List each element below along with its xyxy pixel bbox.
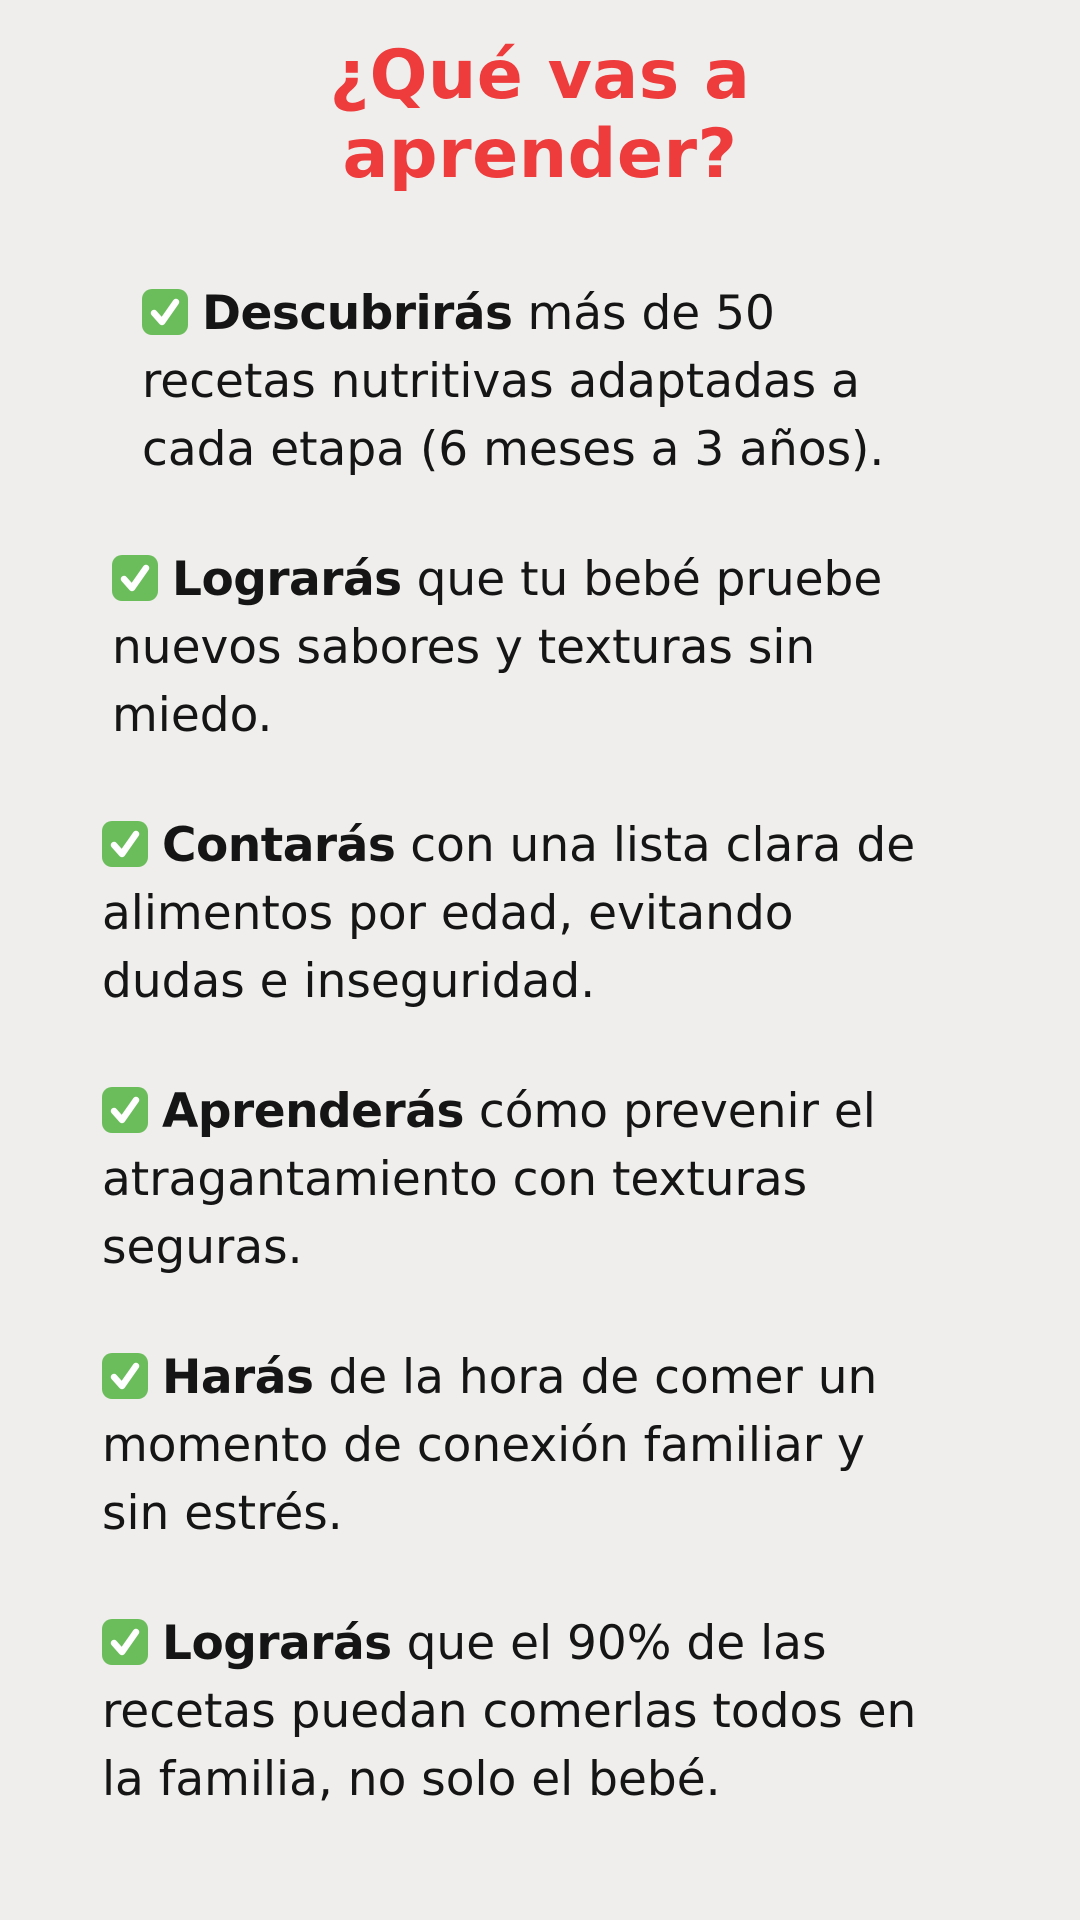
- list-item: [102, 1610, 947, 1814]
- list-item: [112, 546, 942, 750]
- item-text: de la hora de comer un momento de conexión familiar y sin estrés.: [102, 1350, 878, 1541]
- check-icon: [102, 1619, 148, 1665]
- item-keyword: Lograrás: [172, 552, 402, 607]
- item-keyword: Lograrás: [162, 1616, 392, 1671]
- page-title-line-2: aprender?: [342, 115, 738, 194]
- benefits-list: [0, 280, 1080, 1814]
- list-item: [102, 1078, 947, 1282]
- item-keyword: Aprenderás: [162, 1084, 464, 1139]
- check-icon: [142, 289, 188, 335]
- page-title-line-1: ¿Qué vas a: [329, 36, 751, 115]
- item-text: más de 50 recetas nutritivas adaptadas a cada etapa (6 meses a 3 años).: [142, 286, 885, 477]
- item-text: cómo prevenir el atragantamiento con texturas seguras.: [102, 1084, 876, 1275]
- list-item: [142, 280, 942, 484]
- item-keyword: Contarás: [162, 818, 396, 873]
- item-keyword: Harás: [162, 1350, 314, 1405]
- item-text: que tu bebé pruebe nuevos sabores y texturas sin miedo.: [112, 552, 883, 743]
- check-icon: [102, 821, 148, 867]
- check-icon: [102, 1353, 148, 1399]
- list-item: [102, 812, 947, 1016]
- check-icon: [112, 555, 158, 601]
- item-text: con una lista clara de alimentos por edad, evitando dudas e inseguridad.: [102, 818, 916, 1009]
- list-item: [102, 1344, 947, 1548]
- item-keyword: Descubrirás: [202, 286, 513, 341]
- check-icon: [102, 1087, 148, 1133]
- page-title: [0, 36, 1080, 194]
- item-text: que el 90% de las recetas puedan comerlas todos en la familia, no solo el bebé.: [102, 1616, 917, 1807]
